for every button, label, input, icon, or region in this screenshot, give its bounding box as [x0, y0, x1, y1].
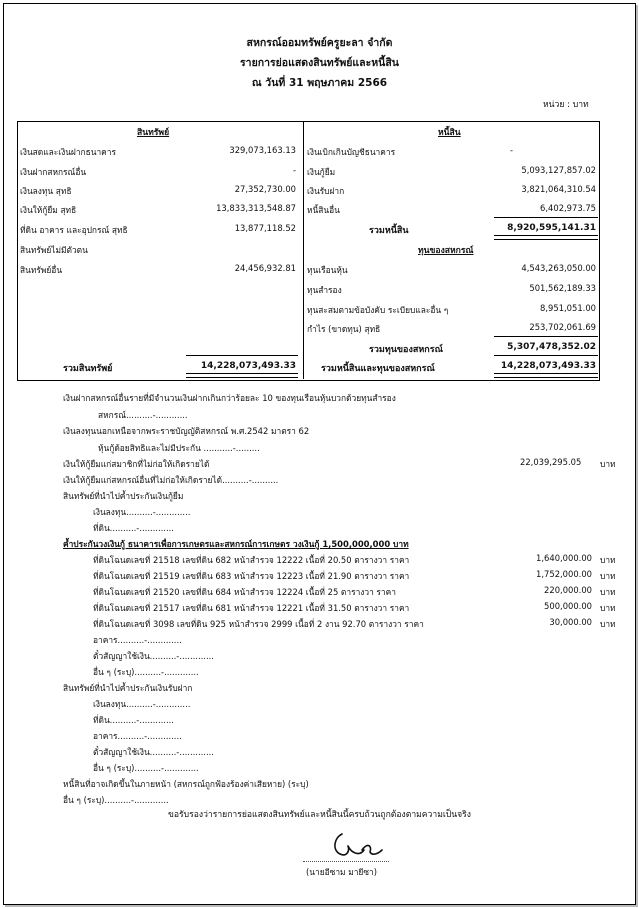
baht-unit: บาท	[600, 619, 616, 629]
deed-value: 30,000.00	[549, 617, 592, 627]
asset-label: เงินลงทุน สุทธิ	[20, 186, 72, 196]
center-divider	[303, 121, 304, 379]
note-npl-members: เงินให้กู้ยืมแก่สมาชิกที่ไม่ก่อให้เกิดรายได้	[63, 459, 210, 469]
asset-label: เงินให้กู้ยืม สุทธิ	[20, 205, 77, 215]
equity-total-rule	[494, 336, 598, 337]
asset-value: -	[292, 165, 296, 175]
asset-label: เงินสดและเงินฝากธนาคาร	[20, 147, 116, 157]
assets-heading: สินทรัพย์	[137, 128, 170, 138]
asset-value: 329,073,163.13	[229, 145, 296, 155]
liability-value: 6,402,973.75	[540, 203, 596, 213]
note-investments-outside-act: เงินลงทุนนอกเหนือจากพระราชบัญญัติสหกรณ์ พ.ศ.2542 มาตรา 62	[63, 426, 310, 436]
note-other: อื่น ๆ (ระบุ)..........-.............	[63, 795, 169, 805]
note-deposit-investments: เงินลงทุน..........-.............	[93, 699, 191, 709]
note-other-coop-deposits: เงินฝากสหกรณ์อื่นรายที่มีจำนวนเงินฝากเกินกว่าร้อยละ 10 ของทุนเรือนหุ้นบวกด้วยทุนสำรอง	[63, 393, 396, 403]
note-deposit-building: อาคาร..........-.............	[93, 731, 182, 741]
deed-row: ที่ดินโฉนดเลขที่ 21519 เลขที่ดิน 683 หน้าสำรวจ 12223 เนื้อที่ 21.90 ตารางวา ราคา	[93, 571, 410, 581]
asset-label: สินทรัพย์อื่น	[20, 265, 63, 275]
liability-label: เงินเบิกเกินบัญชีธนาคาร	[307, 147, 396, 157]
equity-heading: ทุนของสหกรณ์	[418, 246, 474, 256]
note-contingent-liabilities: หนี้สินที่อาจเกิดขึ้นในภายหน้า (สหกรณ์ถูกฟ้องร้องค่าเสียหาย) (ระบุ)	[63, 779, 309, 789]
liability-label: เงินรับฝาก	[307, 186, 345, 196]
assets-total-label: รวมสินทรัพย์	[63, 364, 113, 374]
equity-value: 8,951,051.00	[540, 303, 596, 313]
liability-value: 3,821,064,310.54	[521, 184, 596, 194]
asset-label: ที่ดิน อาคาร และอุปกรณ์ สุทธิ	[20, 225, 128, 235]
note-collateral-other: อื่น ๆ (ระบุ)..........-.............	[93, 667, 199, 677]
note-deposit-promissory: ตั๋วสัญญาใช้เงิน..........-.............	[93, 747, 214, 757]
equity-label: ทุนเรือนหุ้น	[307, 265, 348, 275]
note-collateral-land: ที่ดิน..........-.............	[93, 523, 174, 533]
assets-total-double-rule	[186, 373, 298, 378]
note-baac-guarantee: ค้ำประกันวงเงินกู้ ธนาคารเพื่อการเกษตรและสหกรณ์การเกษตร วงเงินกู้ 1,500,000,000 บาท	[63, 539, 409, 549]
note-deposit-land: ที่ดิน..........-.............	[93, 715, 174, 725]
baht-unit: บาท	[600, 555, 616, 565]
asset-value: 13,877,118.52	[234, 223, 296, 233]
note-npl-members-value: 22,039,295.05	[520, 457, 582, 467]
liabilities-total-label: รวมหนี้สิน	[369, 226, 409, 236]
certification-statement: ขอรับรองว่ารายการย่อแสดงสินทรัพย์และหนี้สินนี้ครบถ้วนถูกต้องตามความเป็นจริง	[168, 810, 471, 820]
note-collateral-promissory: ตั๋วสัญญาใช้เงิน..........-.............	[93, 651, 214, 661]
baht-unit: บาท	[600, 459, 616, 469]
equity-value: 501,562,189.33	[529, 283, 596, 293]
liability-value: 5,093,127,857.02	[521, 165, 596, 175]
note-collateral-deposits: สินทรัพย์ที่นำไปค้ำประกันเงินรับฝาก	[63, 683, 193, 693]
org-name: สหกรณ์ออมทรัพย์ครูยะลา จำกัด	[246, 37, 393, 49]
asset-label: เงินฝากสหกรณ์อื่น	[20, 167, 87, 177]
equity-value: 253,702,061.69	[529, 322, 596, 332]
liabilities-total-rule	[494, 217, 598, 218]
deed-row: ที่ดินโฉนดเลขที่ 21518 เลขที่ดิน 682 หน้าสำรวจ 12222 เนื้อที่ 20.50 ตารางวา ราคา	[93, 555, 410, 565]
asset-value: 27,352,730.00	[234, 184, 296, 194]
equity-value: 4,543,263,050.00	[521, 263, 596, 273]
asset-label: สินทรัพย์ไม่มีตัวตน	[20, 245, 88, 255]
baht-unit: บาท	[600, 587, 616, 597]
liabilities-heading: หนี้สิน	[438, 128, 461, 138]
asset-value: 13,833,313,548.87	[216, 203, 296, 213]
liabilities-total-double-rule	[494, 235, 598, 240]
deed-row: ที่ดินโฉนดเลขที่ 3098 เลขที่ดิน 925 หน้าสำรวจ 2999 เนื้อที่ 2 งาน 92.70 ตารางวา ราคา	[93, 619, 424, 629]
assets-total-rule	[186, 355, 298, 356]
note-coop-blank: สหกรณ์..........-............	[98, 410, 188, 420]
signer-name: (นายอีซาม มายีซา)	[306, 867, 377, 877]
deed-row: ที่ดินโฉนดเลขที่ 21517 เลขที่ดิน 681 หน้าสำรวจ 12221 เนื้อที่ 31.50 ตารางวา ราคา	[93, 603, 410, 613]
note-collateral-investments: เงินลงทุน..........-.............	[93, 507, 191, 517]
baht-unit: บาท	[600, 603, 616, 613]
liabilities-total-value: 8,920,595,141.31	[507, 223, 596, 233]
equity-label: กำไร (ขาดทุน) สุทธิ	[307, 324, 381, 334]
asset-value: 24,456,932.81	[234, 263, 296, 273]
deed-value: 220,000.00	[544, 585, 592, 595]
baht-unit: บาท	[600, 571, 616, 581]
grand-total-double-rule	[494, 373, 598, 378]
grand-total-rule	[494, 355, 598, 356]
deed-row: ที่ดินโฉนดเลขที่ 21520 เลขที่ดิน 684 หน้าสำรวจ 12224 เนื้อที่ 25 ตารางวา ราคา	[93, 587, 396, 597]
deed-value: 1,752,000.00	[536, 569, 592, 579]
note-npl-other-coop: เงินให้กู้ยืมแก่สหกรณ์อื่นที่ไม่ก่อให้เกิดรายได้..........-..........	[63, 475, 279, 485]
note-collateral-loans: สินทรัพย์ที่นำไปค้ำประกันเงินกู้ยืม	[63, 491, 184, 501]
equity-total-value: 5,307,478,352.02	[507, 342, 596, 352]
assets-total-value: 14,228,073,493.33	[200, 361, 296, 371]
note-collateral-building: อาคาร..........-.............	[93, 635, 182, 645]
equity-total-label: รวมทุนของสหกรณ์	[369, 345, 443, 355]
note-subordinated-bonds: หุ้นกู้ด้อยสิทธิและไม่มีประกัน ...........-.........	[98, 443, 260, 453]
grand-total-value: 14,228,073,493.33	[500, 361, 596, 371]
unit-label: หน่วย : บาท	[543, 100, 589, 110]
liability-label: หนี้สินอื่น	[307, 205, 340, 215]
equity-label: ทุนสะสมตามข้อบังคับ ระเบียบและอื่น ๆ	[307, 305, 449, 315]
liability-value: -	[510, 145, 514, 155]
signature-line	[303, 861, 389, 863]
report-date: ณ วันที่ 31 พฤษภาคม 2566	[251, 77, 388, 89]
liability-label: เงินกู้ยืม	[307, 167, 336, 177]
note-deposit-other: อื่น ๆ (ระบุ)..........-.............	[93, 763, 199, 773]
report-title: รายการย่อแสดงสินทรัพย์และหนี้สิน	[240, 57, 399, 69]
signature-mark	[328, 828, 388, 860]
deed-value: 500,000.00	[544, 601, 592, 611]
grand-total-label: รวมหนี้สินและทุนของสหกรณ์	[321, 364, 435, 374]
deed-value: 1,640,000.00	[536, 553, 592, 563]
equity-label: ทุนสำรอง	[307, 285, 342, 295]
